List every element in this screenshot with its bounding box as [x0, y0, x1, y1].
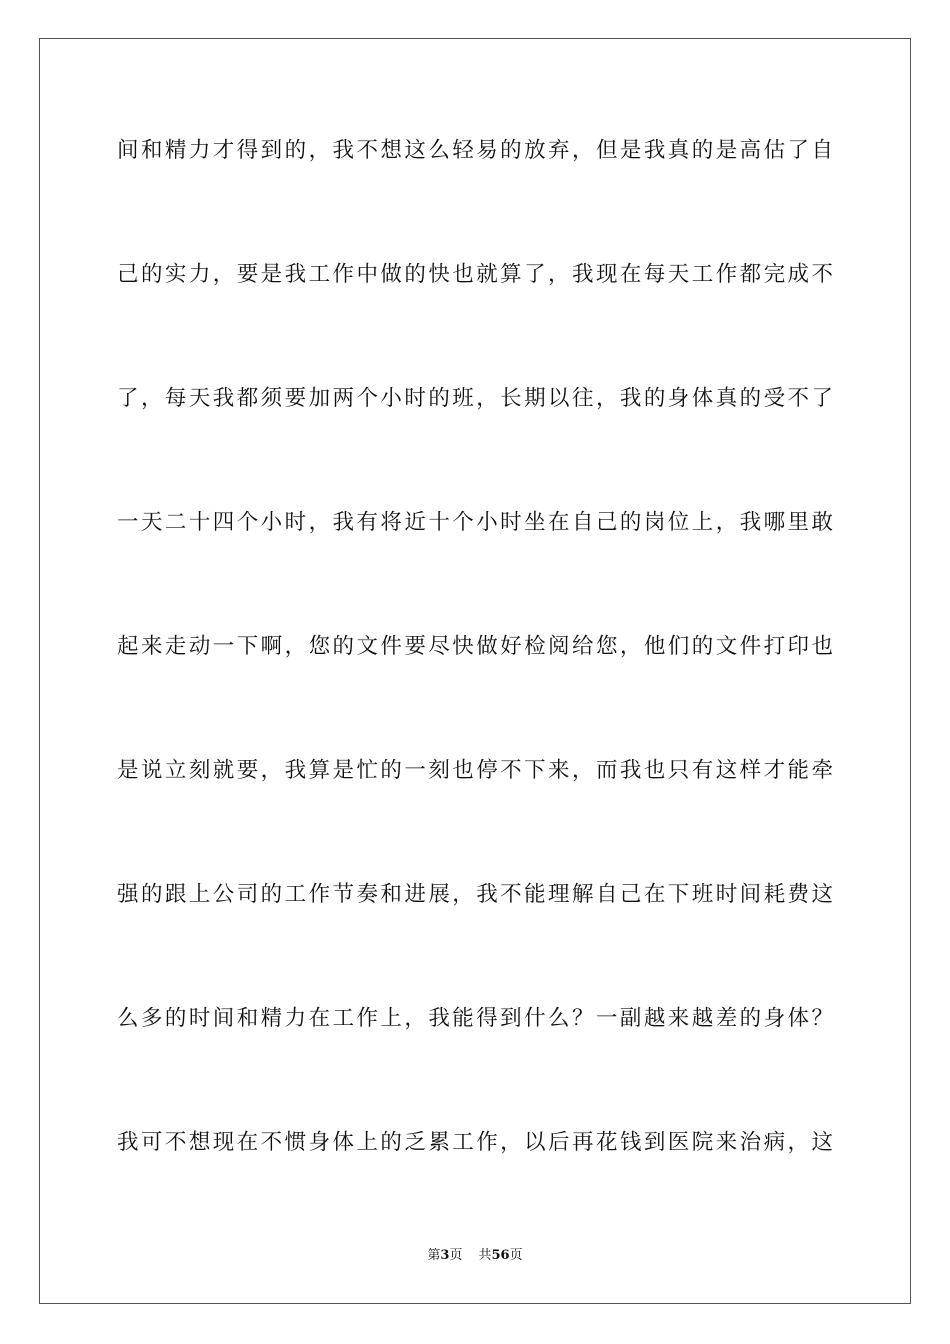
page-number: 3: [440, 1248, 450, 1263]
text-line-4: 一天二十四个小时，我有将近十个小时坐在自己的岗位上，我哪里敢: [117, 510, 833, 535]
text-line-2: 己的实力，要是我工作中做的快也就算了，我现在每天工作都完成不: [117, 262, 833, 287]
total-pages: 56: [491, 1248, 510, 1263]
text-line-8: 么多的时间和精力在工作上，我能得到什么？一副越来越差的身体？: [117, 1006, 833, 1031]
text-line-7: 强的跟上公司的工作节奏和进展，我不能理解自己在下班时间耗费这: [117, 882, 833, 907]
page-footer: [0, 1244, 950, 1268]
text-line-9: 我可不想现在不惯身体上的乏累工作，以后再花钱到医院来治病，这: [117, 1130, 833, 1155]
text-line-1: 间和精力才得到的，我不想这么轻易的放弃，但是我真的是高估了自: [117, 138, 833, 163]
total-prefix: 共: [478, 1248, 492, 1263]
document-body: [117, 125, 833, 1241]
page-prefix: 第: [427, 1248, 441, 1263]
text-line-3: 了，每天我都须要加两个小时的班，长期以往，我的身体真的受不了: [117, 386, 833, 411]
total-suffix: 页: [509, 1248, 523, 1263]
text-line-6: 是说立刻就要，我算是忙的一刻也停不下来，而我也只有这样才能牵: [117, 758, 833, 783]
page-suffix: 页: [449, 1248, 463, 1263]
text-line-5: 起来走动一下啊，您的文件要尽快做好检阅给您，他们的文件打印也: [117, 634, 833, 659]
